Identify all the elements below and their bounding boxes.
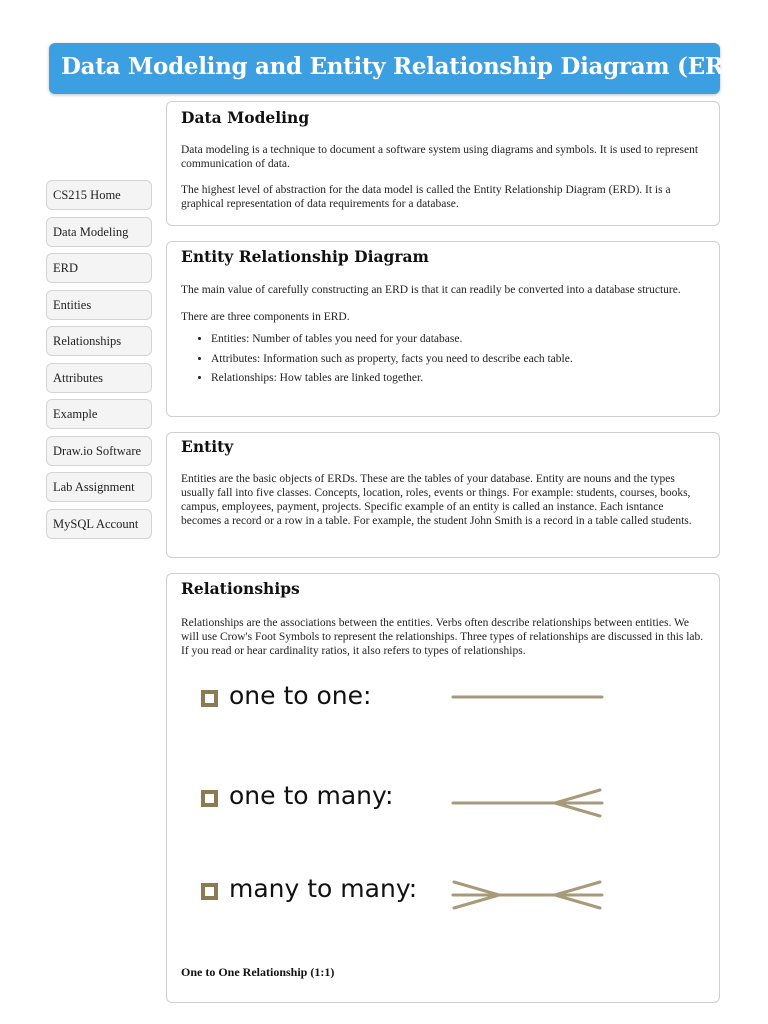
section-paragraph: The highest level of abstraction for the data model is called the Entity Relationship Diagram (ERD). It is a graphical representation of data requirements for a database.	[181, 184, 671, 210]
erd-components-list	[181, 330, 705, 389]
section-paragraph: Entities are the basic objects of ERDs. These are the tables of your database. Entity are nouns and the types usually fall into five classes. Concepts, location, roles, events or things. For example: students, courses, books, campus, employees, payment, projects. Specific example of an entity is called an instance. Each isntance becomes a record or a row in a table. For example, the student John Smith is a record in a table called students.	[181, 473, 692, 527]
relationship-label: one to many:	[229, 781, 394, 810]
sidebar-item-example[interactable]: Example	[46, 399, 152, 429]
section-paragraph: Data modeling is a technique to document a software system using diagrams and symbols. It is used to represent communication of data.	[181, 144, 699, 170]
relationships-section	[166, 573, 720, 1003]
square-bullet-icon	[201, 790, 218, 807]
section-paragraph: There are three components in ERD.	[181, 311, 350, 323]
list-item: • Relationships: How tables are linked together.	[211, 369, 705, 389]
sidebar-item-attributes[interactable]: Attributes	[46, 363, 152, 393]
section-heading: Relationships	[181, 579, 300, 598]
list-item: • Entities: Number of tables you need for your database.	[211, 330, 705, 350]
sidebar-item-mysql-account[interactable]: MySQL Account	[46, 509, 152, 539]
sidebar-nav	[46, 180, 152, 545]
section-heading: Data Modeling	[181, 108, 310, 127]
relationship-label: one to one:	[229, 681, 372, 710]
section-heading: Entity	[181, 437, 234, 456]
list-item: • Attributes: Information such as property, facts you need to describe each table.	[211, 350, 705, 370]
sidebar-item-data-modeling[interactable]: Data Modeling	[46, 217, 152, 247]
section-heading: Entity Relationship Diagram	[181, 247, 429, 266]
sidebar-item-relationships[interactable]: Relationships	[46, 326, 152, 356]
section-paragraph: Relationships are the associations between the entities. Verbs often describe relationships between entities. We will use Crow's Foot Symbols to represent the relationships. Three types of relationships are discussed in this lab. If you read or hear cardinality ratios, it also refers to types of relationships.	[181, 617, 704, 657]
sidebar-item-lab-assignment[interactable]: Lab Assignment	[46, 472, 152, 502]
sidebar-item-drawio-software[interactable]: Draw.io Software	[46, 436, 152, 466]
relationship-label: many to many:	[229, 874, 418, 903]
square-bullet-icon	[201, 690, 218, 707]
crows-foot-one-to-many-icon	[451, 787, 605, 819]
one-to-one-subheading: One to One Relationship (1:1)	[181, 965, 335, 979]
sidebar-item-cs215-home[interactable]: CS215 Home	[46, 180, 152, 210]
page-title: Data Modeling and Entity Relationship Diagram (ERD)	[61, 53, 754, 80]
entity-section	[166, 432, 720, 558]
one-to-one-notation-icon	[451, 688, 605, 706]
square-bullet-icon	[201, 883, 218, 900]
section-paragraph: The main value of carefully constructing an ERD is that it can readily be converted into a database structure.	[181, 284, 681, 296]
sidebar-item-erd[interactable]: ERD	[46, 253, 152, 283]
erd-section	[166, 241, 720, 417]
data-modeling-section	[166, 101, 720, 226]
sidebar-item-entities[interactable]: Entities	[46, 290, 152, 320]
crows-foot-many-to-many-icon	[451, 879, 605, 911]
page-banner	[49, 43, 754, 94]
